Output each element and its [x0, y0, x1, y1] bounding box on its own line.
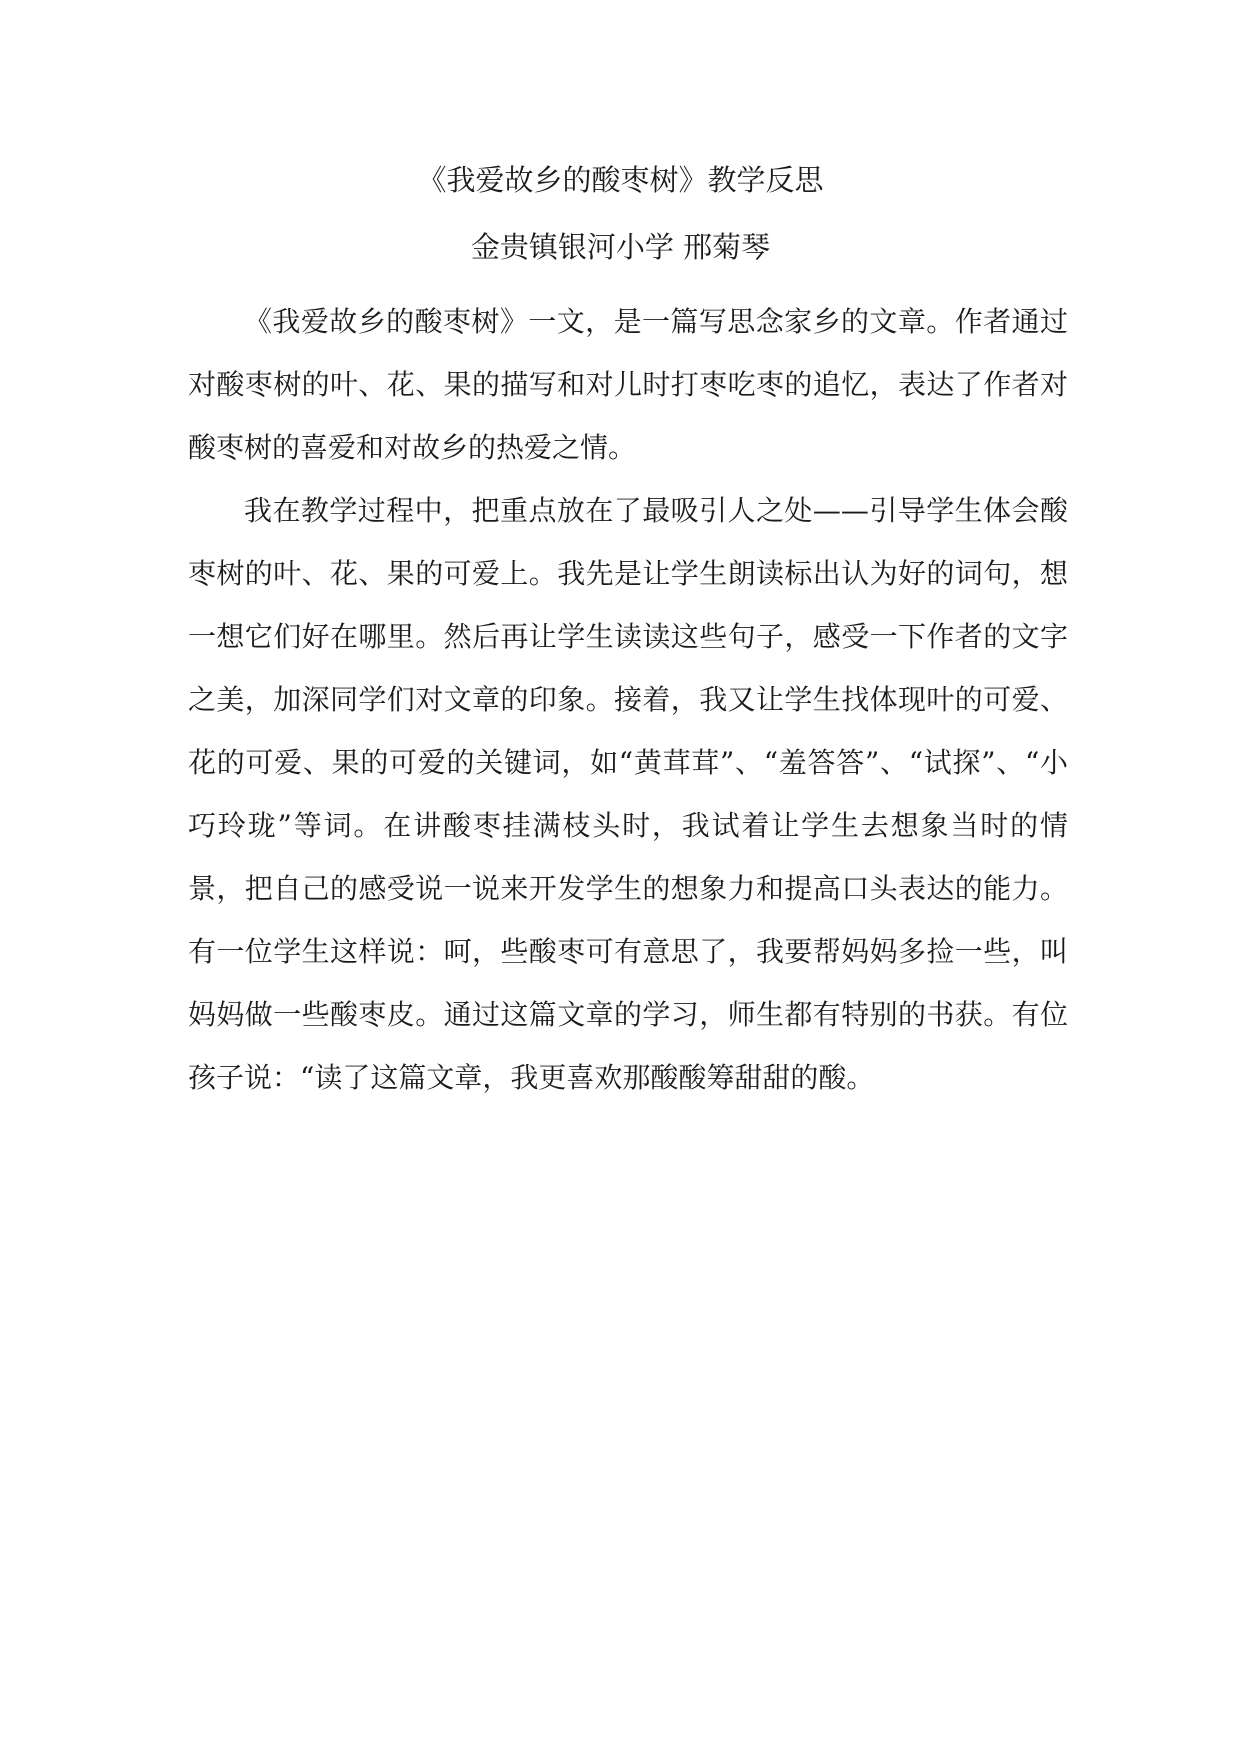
author-byline: 金贵镇银河小学 邢菊琴 [470, 230, 771, 264]
paragraph-intro: 《我爱故乡的酸枣树》一文，是一篇写思念家乡的文章。作者通过对酸枣树的叶、花、果的描写和对儿时打枣吃枣的追忆，表达了作者对酸枣树的喜爱和对故乡的热爱之情。 [188, 305, 1068, 464]
document-body [188, 290, 1068, 1109]
document-title: 《我爱故乡的酸枣树》教学反思 [417, 163, 824, 197]
paragraph-teaching-reflection: 我在教学过程中，把重点放在了最吸引人之处——引导学生体会酸枣树的叶、花、果的可爱上。我先是让学生朗读标出认为好的词句，想一想它们好在哪里。然后再让学生读读这些句子，感受一下作者的文字之美，加深同学们对文章的印象。接着，我又让学生找体现叶的可爱、花的可爱、果的可爱的关键词，如“黄茸茸”、“羞答答”、“试探”、“小巧玲珑”等词。在讲酸枣挂满枝头时，我试着让学生去想象当时的情景，把自己的感受说一说来开发学生的想象力和提高口头表达的能力。有一位学生这样说：呵，些酸枣可有意思了，我要帮妈妈多捡一些，叫妈妈做一些酸枣皮。通过这篇文章的学习，师生都有特别的书获。有位孩子说：“读了这篇文章，我更喜欢那酸酸筹甜甜的酸。 [188, 494, 1068, 1094]
